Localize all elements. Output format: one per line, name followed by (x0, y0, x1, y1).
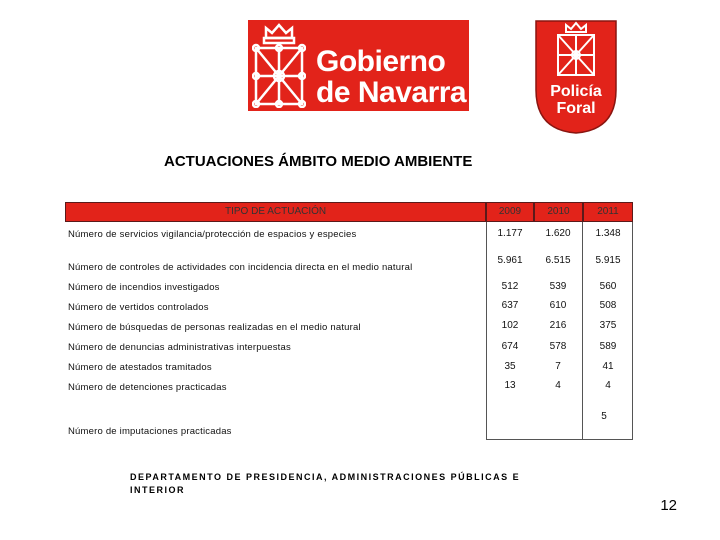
row-label: Número de búsquedas de personas realizadas en el medio natural (68, 322, 361, 333)
cell-2009: 1.177 (497, 228, 523, 239)
page-title: ACTUACIONES ÁMBITO MEDIO AMBIENTE (164, 153, 473, 170)
row-label: Número de servicios vigilancia/protección de espacios y especies (68, 229, 357, 240)
cell-2010: 216 (549, 320, 567, 331)
footer-department: DEPARTAMENTO DE PRESIDENCIA, ADMINISTRACIONES PÚBLICAS E INTERIOR (130, 472, 521, 495)
cell-2010: 539 (549, 281, 567, 292)
cell-2011: 560 (599, 281, 617, 292)
cell-2011: 4 (605, 380, 611, 391)
page-number: 12 (660, 497, 677, 514)
header-type-label: TIPO DE ACTUACIÓN (225, 206, 327, 217)
police-line-1: Policía (550, 83, 602, 100)
header-year-2010: 2010 (547, 206, 570, 217)
cell-2011: 375 (599, 320, 617, 331)
cell-2009: 102 (501, 320, 519, 331)
grid-line (486, 439, 633, 440)
navarra-crest-icon (252, 22, 306, 108)
cell-2009: 637 (501, 300, 519, 311)
cell-2010: 4 (555, 380, 561, 391)
row-label: Número de atestados tramitados (68, 362, 212, 373)
cell-2011: 1.348 (595, 228, 621, 239)
cell-2010: 578 (549, 341, 567, 352)
cell-2009: 512 (501, 281, 519, 292)
grid-line (632, 222, 633, 440)
cell-2011: 5.915 (595, 255, 621, 266)
cell-2011: 589 (599, 341, 617, 352)
row-label: Número de controles de actividades con incidencia directa en el medio natural (68, 262, 413, 273)
row-label: Número de denuncias administrativas interpuestas (68, 342, 291, 353)
cell-2010: 6.515 (545, 255, 571, 266)
header-year-2009: 2009 (498, 206, 522, 217)
row-label: Número de imputaciones practicadas (68, 426, 232, 437)
row-label: Número de vertidos controlados (68, 302, 209, 313)
row-label: Número de incendios investigados (68, 282, 220, 293)
cell-2009: 674 (501, 341, 519, 352)
logo-line-2: de Navarra (316, 76, 467, 109)
cell-2009: 35 (504, 361, 516, 372)
gobierno-de-navarra-logo (248, 20, 469, 111)
cell-2009: 5.961 (497, 255, 523, 266)
cell-2011: 41 (602, 361, 614, 372)
row-label: Número de detenciones practicadas (68, 382, 227, 393)
cell-2010: 7 (555, 361, 561, 372)
grid-line (582, 222, 583, 440)
cell-2010: 1.620 (545, 228, 571, 239)
logo-line-1: Gobierno (316, 45, 446, 78)
header-year-2011: 2011 (597, 206, 619, 217)
cell-2009: 13 (504, 380, 516, 391)
policia-foral-logo (535, 20, 617, 134)
cell-2011: 508 (599, 300, 617, 311)
cell-2011: 5 (601, 411, 607, 422)
cell-2010: 610 (549, 300, 567, 311)
police-line-2: Foral (556, 100, 596, 117)
